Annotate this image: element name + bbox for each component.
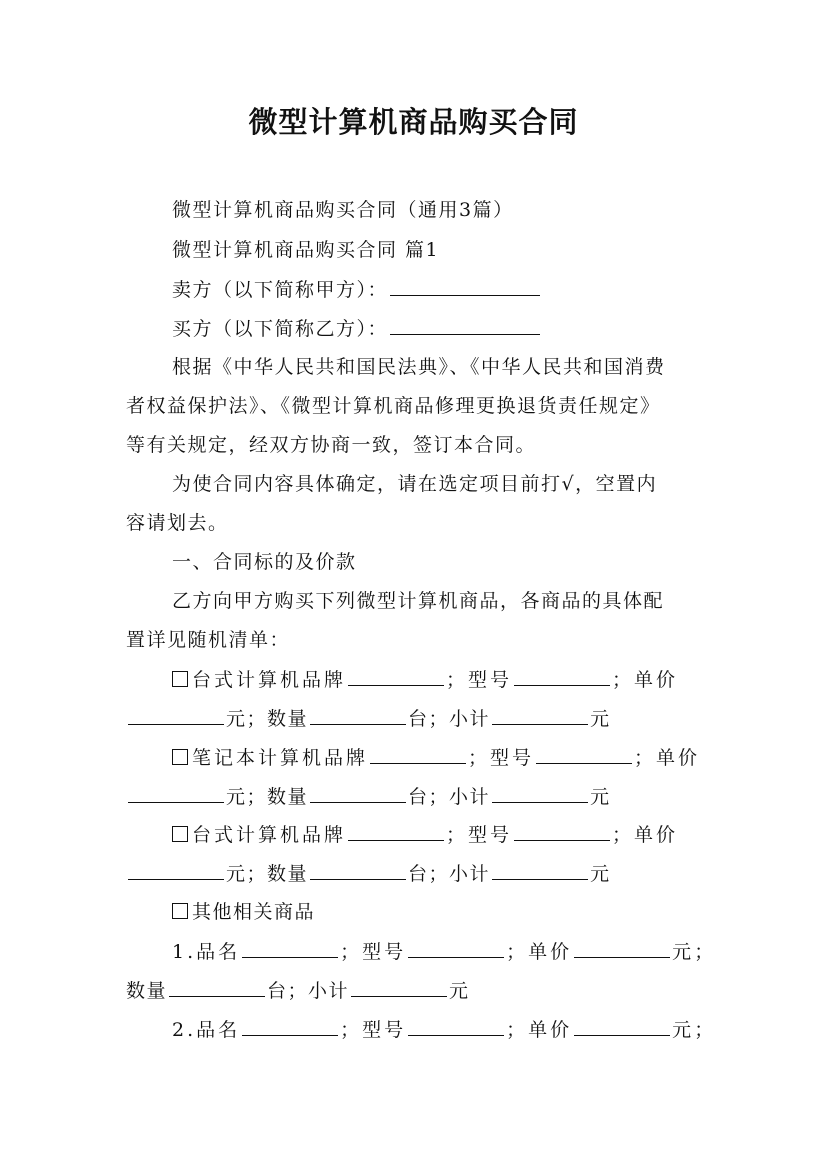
name-blank: [242, 1015, 338, 1036]
qty-label: ；数量: [246, 708, 309, 730]
clause1-heading: 一、合同标的及价款: [172, 551, 357, 573]
brand-blank: [348, 665, 444, 686]
numbered-2-line-1: [172, 1015, 752, 1044]
seller-label: 卖方（以下简称甲方）：: [172, 279, 389, 301]
yuan-label: 元: [672, 1019, 695, 1041]
yuan-label: 元: [226, 708, 247, 730]
item-kind: 笔记本计算机品牌: [192, 747, 369, 769]
section-heading: 微型计算机商品购买合同 篇1: [172, 239, 440, 261]
clause1-line-2: 置详见随机清单：: [126, 629, 291, 651]
buyer-blank: [390, 314, 540, 335]
checkbox-icon[interactable]: [172, 671, 188, 687]
item-1-line-1: [172, 665, 752, 694]
item-name-label: 1.品名: [172, 941, 241, 963]
price-label: ；单价: [506, 941, 573, 963]
semicolon: ；: [694, 1019, 717, 1041]
price-blank: [128, 704, 224, 725]
checkbox-icon[interactable]: [172, 749, 188, 765]
model-label: ；型号: [340, 1019, 407, 1041]
seller-blank: [390, 275, 540, 296]
model-label: ；型号: [468, 747, 535, 769]
qty-blank: [310, 704, 406, 725]
yuan-label: 元: [226, 786, 247, 808]
qty-blank: [310, 782, 406, 803]
subtotal-blank: [351, 976, 447, 997]
item-kind: 台式计算机品牌: [192, 824, 347, 846]
qty-label: ；数量: [246, 786, 309, 808]
subtotal-blank: [492, 859, 588, 880]
brand-blank: [348, 820, 444, 841]
model-blank: [514, 820, 610, 841]
clause1-line-1: 乙方向甲方购买下列微型计算机商品，各商品的具体配: [172, 590, 665, 612]
model-blank: [408, 1015, 504, 1036]
unit-label: 台: [408, 708, 429, 730]
price-blank: [574, 937, 670, 958]
model-label: ；型号: [340, 941, 407, 963]
subtotal-blank: [492, 704, 588, 725]
subtotal-label: ；小计: [428, 863, 491, 885]
item-name-label: 2.品名: [172, 1019, 241, 1041]
subtotal-blank: [492, 782, 588, 803]
instruction-line-2: 容请划去。: [126, 512, 229, 534]
numbered-1-line-1: [172, 937, 752, 966]
buyer-line: [172, 314, 752, 343]
checkbox-icon[interactable]: [172, 903, 188, 919]
model-blank: [514, 665, 610, 686]
instruction-line-1: 为使合同内容具体确定，请在选定项目前打√，空置内: [172, 473, 658, 495]
yuan-label: 元: [226, 863, 247, 885]
brand-blank: [370, 743, 466, 764]
other-goods-label: 其他相关商品: [192, 901, 316, 923]
price-blank: [574, 1015, 670, 1036]
model-blank: [536, 743, 632, 764]
model-blank: [408, 937, 504, 958]
item-kind: 台式计算机品牌: [192, 669, 347, 691]
semicolon: ；: [694, 941, 717, 963]
model-label: ；型号: [446, 669, 513, 691]
qty-label: 数量: [126, 980, 168, 1002]
price-label: ；单价: [506, 1019, 573, 1041]
page-title: 微型计算机商品购买合同: [248, 105, 579, 139]
item-1-line-2: [126, 704, 706, 733]
basis-line-2: 者权益保护法》、《微型计算机商品修理更换退货责任规定》: [126, 395, 661, 417]
seller-line: [172, 275, 752, 304]
numbered-1-line-2: [126, 976, 706, 1005]
price-blank: [128, 859, 224, 880]
model-label: ；型号: [446, 824, 513, 846]
basis-line-1: 根据《中华人民共和国民法典》、《中华人民共和国消费: [172, 356, 666, 378]
price-label: ；单价: [634, 747, 701, 769]
item-3-line-2: [126, 859, 706, 888]
yuan-label: 元: [590, 863, 611, 885]
yuan-label: 元: [590, 708, 611, 730]
buyer-label: 买方（以下简称乙方）：: [172, 318, 389, 340]
subtotal-label: ；小计: [287, 980, 350, 1002]
price-label: ；单价: [612, 824, 679, 846]
qty-label: ；数量: [246, 863, 309, 885]
yuan-label: 元: [590, 786, 611, 808]
unit-label: 台: [267, 980, 288, 1002]
yuan-label: 元: [672, 941, 695, 963]
other-goods-line: [172, 898, 752, 926]
checkbox-icon[interactable]: [172, 826, 188, 842]
qty-blank: [310, 859, 406, 880]
subtitle: 微型计算机商品购买合同（通用3篇）: [172, 199, 514, 221]
unit-label: 台: [408, 786, 429, 808]
subtotal-label: ；小计: [428, 708, 491, 730]
name-blank: [242, 937, 338, 958]
price-label: ；单价: [612, 669, 679, 691]
qty-blank: [169, 976, 265, 997]
unit-label: 台: [408, 863, 429, 885]
subtotal-label: ；小计: [428, 786, 491, 808]
item-3-line-1: [172, 820, 752, 849]
yuan-label: 元: [449, 980, 470, 1002]
item-2-line-1: [172, 743, 752, 772]
item-2-line-2: [126, 782, 706, 811]
price-blank: [128, 782, 224, 803]
basis-line-3: 等有关规定，经双方协商一致，签订本合同。: [126, 434, 537, 456]
